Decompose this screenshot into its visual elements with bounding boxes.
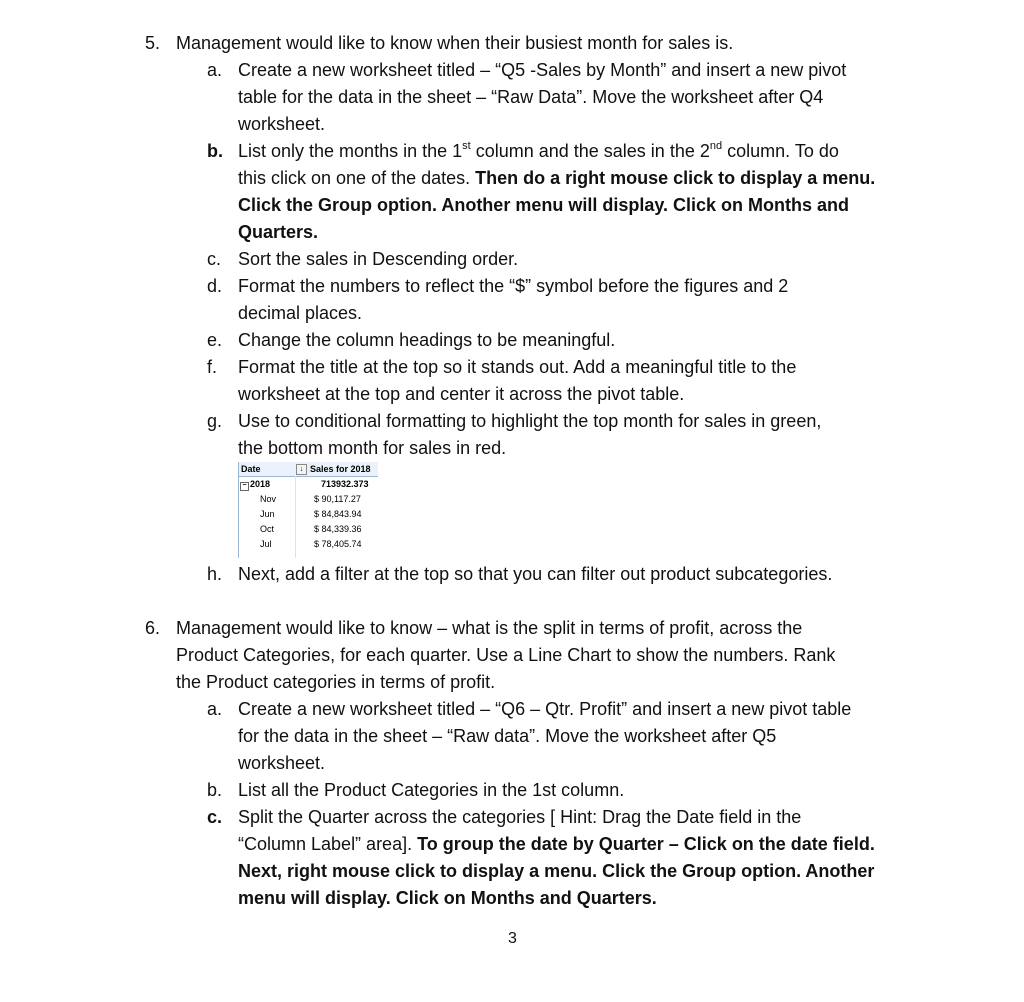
q5b-line3: Click the Group option. Another menu will display. Click on Months and <box>238 195 850 215</box>
q5-number: 5. <box>145 33 161 53</box>
pivot-row-month: Oct <box>260 524 275 534</box>
q6a-line1: Create a new worksheet titled – “Q6 – Qtr. Profit” and insert a new pivot table <box>238 699 852 719</box>
q6-number: 6. <box>145 618 161 638</box>
q5f-letter: f. <box>207 357 218 377</box>
q6-line1: Management would like to know – what is the split in terms of profit, across the <box>176 618 803 638</box>
pivot-left-border <box>238 462 239 558</box>
pivot-row-month: Nov <box>260 494 277 504</box>
pivot-row-value: $ 84,339.36 <box>314 524 362 534</box>
q5g-letter: g. <box>207 411 223 431</box>
pivot-year-row <box>240 478 270 491</box>
q5f-line2: worksheet at the top and center it across the pivot table. <box>238 384 685 404</box>
q5d-line1: Format the numbers to reflect the “$” symbol before the figures and 2 <box>238 276 789 296</box>
page-number: 3 <box>508 930 517 947</box>
q5c-line1: Sort the sales in Descending order. <box>238 249 519 269</box>
q6c-line4: menu will display. Click on Months and Quarters. <box>238 888 657 908</box>
pivot-row-month: Jun <box>260 509 275 519</box>
q5b-line2-plain: this click on one of the dates. <box>238 168 476 188</box>
pivot-row-value: $ 84,843.94 <box>314 509 362 519</box>
pivot-row-month: Jul <box>260 539 272 549</box>
pivot-table-example <box>238 462 378 558</box>
q5d-line2: decimal places. <box>238 303 363 323</box>
q5a-line3: worksheet. <box>238 114 326 134</box>
q6-line2: Product Categories, for each quarter. Use a Line Chart to show the numbers. Rank <box>176 645 836 665</box>
q5e-line1: Change the column headings to be meaningful. <box>238 330 616 350</box>
q5g-line2: the bottom month for sales in red. <box>238 438 507 458</box>
q5c-letter: c. <box>207 249 222 269</box>
q5b-line1-post: column. To do <box>722 141 839 161</box>
pivot-row-value: $ 78,405.74 <box>314 539 362 549</box>
q5a-line1: Create a new worksheet titled – “Q5 -Sales by Month” and insert a new pivot <box>238 60 847 80</box>
pivot-year-total: 713932.373 <box>321 479 369 489</box>
q5f-line1: Format the title at the top so it stands out. Add a meaningful title to the <box>238 357 797 377</box>
collapse-icon: − <box>240 482 249 491</box>
q5b-line4: Quarters. <box>238 222 319 242</box>
pivot-row-value: $ 90,117.27 <box>314 494 361 504</box>
pivot-year-label: 2018 <box>250 479 271 489</box>
q6c-line2 <box>238 831 875 858</box>
q5g-line1: Use to conditional formatting to highlight the top month for sales in green, <box>238 411 822 431</box>
q5b-line2-bold: Then do a right mouse click to display a menu. <box>475 168 876 188</box>
pivot-col-sales: Sales for 2018 <box>310 464 371 474</box>
q5d-letter: d. <box>207 276 223 296</box>
q6c-letter: c. <box>207 807 223 827</box>
pivot-column-separator <box>295 476 296 558</box>
q5b-line2 <box>238 165 875 192</box>
q6c-line2-plain: “Column Label” area]. <box>238 834 418 854</box>
q6c-line1: Split the Quarter across the categories [ Hint: Drag the Date field in the <box>238 807 802 827</box>
q5a-letter: a. <box>207 60 223 80</box>
q6a-line2: for the data in the sheet – “Raw data”. Move the worksheet after Q5 <box>238 726 777 746</box>
q6a-line3: worksheet. <box>238 753 326 773</box>
q6c-line2-bold: To group the date by Quarter – Click on the date field. <box>417 834 875 854</box>
q5b-sup-st: st <box>462 140 471 152</box>
q5a-line2: table for the data in the sheet – “Raw Data”. Move the worksheet after Q4 <box>238 87 824 107</box>
q5b-letter: b. <box>207 141 223 161</box>
q5b-line1-mid: column and the sales in the 2 <box>470 141 710 161</box>
q6b-line1: List all the Product Categories in the 1st column. <box>238 780 625 800</box>
q5b-line1 <box>238 138 839 165</box>
q5-title: Management would like to know when their busiest month for sales is. <box>176 33 734 53</box>
q6a-letter: a. <box>207 699 223 719</box>
pivot-col-date: Date <box>241 464 261 474</box>
q6c-line3: Next, right mouse click to display a menu. Click the Group option. Another <box>238 861 875 881</box>
q5h-letter: h. <box>207 564 223 584</box>
sort-filter-icon: ↓ <box>296 464 307 475</box>
q5b-line1-pre: List only the months in the 1 <box>238 141 463 161</box>
q5h-line1: Next, add a filter at the top so that you can filter out product subcategories. <box>238 564 833 584</box>
q6-line3: the Product categories in terms of profit. <box>176 672 496 692</box>
q6b-letter: b. <box>207 780 223 800</box>
q5e-letter: e. <box>207 330 223 350</box>
q5b-sup-nd: nd <box>709 140 723 152</box>
